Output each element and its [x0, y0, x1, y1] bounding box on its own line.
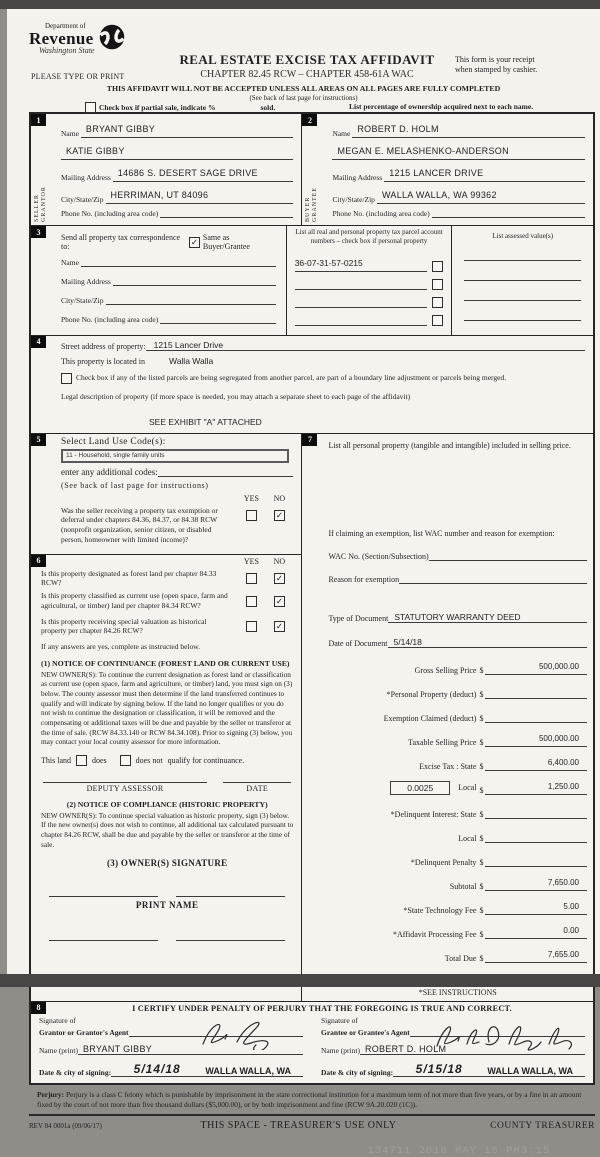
see-back-note: (See back of last page for instructions)	[249, 94, 358, 102]
section6-no-header: NO	[273, 556, 286, 566]
print-name-title: PRINT NAME	[135, 900, 199, 911]
corr-csz-field[interactable]	[106, 294, 276, 305]
grantee-date-value: 5/15/18	[415, 1061, 463, 1076]
total-due-label: Total Due	[444, 953, 477, 963]
owner-print-name-line-2[interactable]	[176, 932, 285, 941]
taxable-selling-price-field[interactable]	[485, 728, 587, 747]
section-5-land-use	[31, 434, 301, 555]
receipt-note	[455, 55, 590, 76]
grantor-city-value: WALLA WALLA, WA	[205, 1065, 291, 1076]
s6-q1-no-checkbox[interactable]: ✓	[275, 573, 283, 584]
deputy-date-line[interactable]: DATE	[223, 782, 291, 793]
wac-field[interactable]	[429, 550, 587, 561]
delinquent-interest-local-label: Local	[458, 833, 477, 843]
grantee-city-field[interactable]	[475, 1066, 585, 1077]
grantee-side-word: GRANTEE	[312, 187, 319, 222]
personal-property-deduct-label: *Personal Property (deduct)	[386, 689, 477, 699]
section-7-number: 7	[302, 434, 317, 446]
located-in-label: This property is located in	[61, 356, 145, 366]
parcel-3-field[interactable]	[295, 297, 428, 308]
perjury-text: Perjury is a class C felony which is punishable by imprisonment in the state correctional institution for a maximum term of not more than five years, or by a fine in an amount fixed by the court of not more than five thousand dollars ($5,000.00), or by both imprisonment and fine (RCW 9A.20.020 (1C)).	[37, 1089, 582, 1109]
parcel-4-field[interactable]	[295, 315, 428, 326]
exemption-claimed-label: Exemption Claimed (deduct)	[383, 713, 477, 723]
seller-name-field[interactable]	[81, 119, 294, 138]
section-8-number: 8	[31, 1002, 46, 1014]
dollar-sign: $	[479, 761, 484, 771]
seller-name-value: BRYANT GIBBY	[85, 124, 156, 134]
buyer-mailing-label: Mailing Address	[332, 173, 383, 182]
grantor-agent-label: Grantor or Grantor's Agent	[39, 1027, 129, 1037]
assessed-column-header: List assessed value(s)	[492, 232, 554, 240]
dollar-sign: $	[479, 737, 484, 747]
delinquent-interest-state-value	[579, 806, 587, 815]
dollar-sign: $	[479, 929, 484, 939]
logo-dept-of: Department of	[45, 22, 86, 30]
does-not-label: does not	[135, 755, 163, 765]
seller-name2-field[interactable]	[61, 141, 293, 160]
s6-q1-yes-checkbox[interactable]	[246, 573, 257, 584]
seller-csz-label: City/State/Zip	[61, 195, 104, 204]
reason-field[interactable]	[399, 573, 587, 584]
additional-codes-label: enter any additional codes:	[61, 466, 158, 477]
ownership-note: List percentage of ownership acquired next to each name.	[349, 102, 534, 111]
s6-q3-yes-checkbox[interactable]	[246, 621, 257, 632]
excise-tax-state-label: Excise Tax : State	[419, 761, 477, 771]
logo-wa-state: Washington State	[39, 46, 95, 55]
scan-edge-bottom	[0, 974, 600, 987]
owner-print-name-line-1[interactable]	[49, 932, 158, 941]
grantor-side-word: GRANTOR	[41, 186, 47, 222]
located-in-value: Walla Walla	[168, 355, 214, 366]
taxable-selling-price-label: Taxable Selling Price	[408, 737, 477, 747]
section-3-number: 3	[31, 226, 46, 238]
notice-compliance-title: (2) NOTICE OF COMPLIANCE (HISTORIC PROPERTY)	[66, 799, 268, 809]
parcel-1-field[interactable]	[295, 253, 428, 272]
buyer-grantee-side-label	[305, 131, 318, 222]
form-header	[7, 9, 600, 112]
see-instructions-note: *SEE INSTRUCTIONS	[418, 987, 497, 997]
seller-name-label: Name	[61, 129, 79, 138]
street-address-label: Street address of property:	[61, 341, 146, 351]
parcel-2-personal-checkbox[interactable]	[432, 279, 443, 290]
dor-logo	[29, 23, 127, 56]
section-7-tax	[302, 434, 593, 1001]
buyer-name2-field[interactable]	[332, 141, 585, 160]
please-type-or-print: PLEASE TYPE OR PRINT	[31, 72, 125, 81]
section5-yes-header: YES	[243, 493, 259, 503]
additional-codes-field[interactable]	[158, 466, 294, 477]
seller-grantor-side-label	[34, 131, 47, 222]
affidavit-processing-fee-field[interactable]	[485, 920, 587, 939]
seller-name2-value: KATIE GIBBY	[66, 146, 125, 156]
grantee-name-print-label: Name (print)	[321, 1045, 360, 1055]
form-title: REAL ESTATE EXCISE TAX AFFIDAVIT	[179, 52, 435, 67]
affidavit-page	[7, 9, 600, 1157]
personal-property-deduct-field[interactable]	[485, 680, 587, 699]
subtotal-label: Subtotal	[449, 881, 477, 891]
owner-signature-line-1[interactable]	[49, 888, 158, 897]
dor-swoosh-icon	[97, 23, 127, 56]
dollar-sign: $	[479, 713, 484, 723]
legal-description-value: SEE EXHIBIT "A" ATTACHED	[149, 416, 262, 427]
partial-sale-row	[85, 102, 275, 113]
parcel-3-personal-checkbox[interactable]	[432, 297, 443, 308]
affidavit-processing-fee-value: 0.00	[563, 925, 579, 935]
buyer-mailing-value: 1215 LANCER DRIVE	[389, 168, 484, 178]
this-land-label: This land	[41, 755, 71, 765]
parcel-1-value: 36-07-31-57-0215	[294, 257, 363, 268]
gross-selling-price-value: 500,000.00	[538, 661, 579, 671]
grantor-date-value: 5/14/18	[133, 1061, 181, 1076]
deputy-assessor-signature-line[interactable]: DEPUTY ASSESSOR	[43, 782, 207, 793]
treasurers-use-label: THIS SPACE - TREASURER'S USE ONLY	[200, 1119, 397, 1131]
excise-tax-local-value: 1,250.00	[547, 781, 579, 791]
logo-revenue: Revenue	[29, 29, 94, 48]
section-2-number: 2	[302, 114, 317, 126]
grantee-city-value: WALLA WALLA, WA	[487, 1065, 573, 1076]
legal-description-label: Legal description of property (if more space is needed, you may attach a separate sheet to each page of the affidavit)	[61, 391, 411, 401]
s6-q2-yes-checkbox[interactable]	[246, 596, 257, 607]
section-6-number: 6	[31, 555, 46, 567]
street-address-value: 1215 Lancer Drive	[153, 339, 224, 350]
seller-csz-value: HERRIMAN, UT 84096	[110, 190, 209, 200]
land-use-code-select[interactable]: 11 - Household, single family units	[61, 449, 289, 463]
buyer-name2-value: MEGAN E. MELASHENKO-ANDERSON	[337, 146, 509, 156]
corr-mailing-label: Mailing Address	[61, 277, 111, 286]
land-does-not-checkbox[interactable]	[120, 755, 131, 766]
total-due-value: 7,655.00	[547, 949, 579, 959]
does-label: does	[92, 755, 107, 765]
section6-yes-header: YES	[243, 556, 259, 566]
grantee-signature-block	[321, 1016, 585, 1077]
exemption-deferral-question: Was the seller receiving a property tax exemption or deferral under chapters 84.36, 84.37, or 84.38 RCW (nonprofit organization, senior citizen, or disabled person, homeowner with limited income)?	[61, 505, 218, 544]
segregated-label: Check box if any of the listed parcels are being segregated from another parcel, are part of a boundary line adjustment or parcels being merged.	[76, 372, 507, 382]
exemption-note: If claiming an exemption, list WAC number and reason for exemption:	[328, 528, 555, 538]
seller-side-word: SELLER	[34, 194, 40, 222]
dollar-sign: $	[479, 785, 484, 795]
parcel-1-personal-checkbox[interactable]	[432, 261, 443, 272]
exemption-claimed-value	[579, 710, 587, 719]
dollar-sign: $	[479, 689, 484, 699]
forest-land-question: Is this property designated as forest land per chapter 84.33 RCW?	[41, 568, 217, 588]
scan-edge-top	[0, 0, 600, 9]
delinquent-penalty-label: *Delinquent Penalty	[410, 857, 477, 867]
section-6-classification	[31, 555, 301, 948]
grantee-signature	[431, 1020, 581, 1052]
notice-compliance-body: NEW OWNER(S): To continue special valuation as historic property, sign (3) below. If the new owner(s) does not wish to continue, all additional tax calculated pursuant to chapter 84.26 RCW, shall be due and payable by the seller or transferor at the time of sale.	[41, 810, 294, 849]
correspondence-label: Send all property tax correspondence to:	[61, 233, 181, 251]
local-rate-box[interactable]: 0.0025	[390, 781, 450, 795]
seller-phone-label: Phone No. (including area code)	[61, 209, 159, 218]
dollar-sign: $	[479, 905, 484, 915]
if-yes-note: If any answers are yes, complete as instructed below.	[41, 642, 201, 651]
grantee-signature-of-label: Signature of	[321, 1015, 358, 1025]
county-treasurer-label: COUNTY TREASURER	[490, 1120, 596, 1131]
delinquent-interest-local-value	[579, 830, 587, 839]
buyer-csz-value: WALLA WALLA, WA 99362	[381, 190, 497, 200]
same-as-buyer-checkbox[interactable]: ✓	[190, 236, 198, 247]
gross-selling-price-label: Gross Selling Price	[414, 665, 477, 675]
parcel-numbers-column	[287, 226, 453, 335]
parcel-2-field[interactable]	[295, 279, 428, 290]
affidavit-processing-fee-label: *Affidavit Processing Fee	[393, 929, 477, 939]
seller-phone-field[interactable]	[160, 207, 293, 218]
seller-mailing-value: 14686 S. DESERT SAGE DRIVE	[117, 168, 258, 178]
section-8-certification	[31, 1001, 593, 1083]
grantor-signature-block	[39, 1016, 303, 1077]
excise-tax-local-label: Local	[458, 783, 477, 793]
seller-mailing-field[interactable]	[113, 163, 294, 182]
s5-q1-no-checkbox[interactable]: ✓	[275, 510, 283, 521]
corr-csz-label: City/State/Zip	[61, 296, 104, 305]
buyer-side-word: BUYER	[305, 196, 312, 222]
doc-type-field[interactable]	[388, 612, 587, 623]
section-5-number: 5	[31, 434, 46, 446]
buyer-csz-label: City/State/Zip	[332, 195, 375, 204]
grantee-date-city-label: Date & city of signing:	[321, 1067, 394, 1077]
gross-selling-price-field[interactable]	[485, 656, 587, 675]
section-3-correspondence	[31, 226, 287, 335]
seller-mailing-label: Mailing Address	[61, 173, 111, 182]
sold-label: sold.	[260, 103, 276, 112]
seller-csz-field[interactable]	[106, 185, 294, 204]
delinquent-interest-state-field[interactable]	[485, 800, 587, 819]
parcel-4-personal-checkbox[interactable]	[432, 315, 443, 326]
grantor-date-city-label: Date & city of signing:	[39, 1067, 112, 1077]
doc-date-field[interactable]	[388, 637, 587, 648]
dollar-sign: $	[479, 809, 484, 819]
receipt-note-line1: This form is your receipt	[455, 55, 535, 64]
assessed-4-field[interactable]	[464, 310, 581, 321]
personal-property-label: List all personal property (tangible and intangible) included in selling price.	[328, 440, 571, 450]
corr-phone-field[interactable]	[160, 313, 275, 324]
section-2-buyer	[302, 114, 593, 225]
tax-computation	[328, 656, 587, 963]
buyer-csz-field[interactable]	[377, 185, 585, 204]
grantor-signature-line[interactable]	[129, 1026, 303, 1037]
treasurer-date-stamp: 134711 2018 MAY 15 PM3:15	[367, 1144, 550, 1157]
segregated-checkbox[interactable]	[61, 373, 72, 384]
delinquent-penalty-field[interactable]	[485, 848, 587, 867]
historic-property-question: Is this property receiving special valuation as historical property per chapter 84.26 RCW?	[41, 616, 207, 636]
grantee-signature-line[interactable]	[410, 1026, 585, 1037]
section-4-property	[31, 336, 593, 434]
assessed-values-column	[452, 226, 593, 335]
s6-q3-no-checkbox[interactable]: ✓	[275, 621, 283, 632]
grantor-signature	[189, 1020, 299, 1050]
qualify-label: qualify for continuance.	[167, 755, 245, 765]
grantee-name-value: ROBERT D. HOLM	[364, 1043, 447, 1054]
completion-warning: THIS AFFIDAVIT WILL NOT BE ACCEPTED UNLESS ALL AREAS ON ALL PAGES ARE FULLY COMPLETED	[106, 84, 501, 93]
s5-q1-yes-checkbox[interactable]	[246, 510, 257, 521]
exemption-claimed-field[interactable]	[485, 704, 587, 723]
excise-tax-local-field[interactable]	[485, 776, 587, 795]
buyer-phone-field[interactable]	[432, 207, 585, 218]
section-4-number: 4	[31, 336, 46, 348]
section-1-seller	[31, 114, 302, 225]
corr-phone-label: Phone No. (including area code)	[61, 315, 159, 324]
excise-tax-state-value: 6,400.00	[547, 757, 579, 767]
buyer-name-label: Name	[332, 129, 351, 138]
delinquent-penalty-value	[579, 854, 587, 863]
assessed-2-field[interactable]	[464, 270, 581, 281]
doc-date-label: Date of Document	[328, 638, 388, 648]
perjury-note	[29, 1088, 595, 1116]
assessed-1-field[interactable]	[464, 250, 581, 261]
doc-date-value: 5/14/18	[393, 636, 422, 647]
section-1-number: 1	[31, 114, 46, 126]
notice-continuance-body: NEW OWNER(S): To continue the current designation as forest land or classification as current use (open space, farm and agriculture, or timber) land, you must sign on (3) below. The county assessor must then determine if the land transferred continues to qualify and will indicate by signing below. If the land no longer qualifies or you do not wish to continue the designation or classification, it will be removed and the compensating or additional taxes will be due and payable by the seller or transferor at the time of sale. (RCW 84.33.140 or RCW 84.34.108). Prior to signing (3) below, you may contact your local county assessor for more information.	[41, 669, 293, 747]
subtotal-value: 7,650.00	[547, 877, 579, 887]
dollar-sign: $	[479, 881, 484, 891]
subtotal-field[interactable]	[485, 872, 587, 891]
form-footer	[29, 1120, 595, 1131]
form-subtitle: CHAPTER 82.45 RCW – CHAPTER 458-61A WAC	[200, 69, 414, 80]
grantor-city-field[interactable]	[193, 1066, 303, 1077]
grantor-signature-of-label: Signature of	[39, 1015, 76, 1025]
total-due-field[interactable]	[485, 944, 587, 963]
section5-no-header: NO	[273, 493, 286, 503]
assessed-3-field[interactable]	[464, 290, 581, 301]
partial-sale-checkbox[interactable]	[85, 102, 96, 113]
buyer-name-field[interactable]	[352, 119, 585, 138]
grantor-date-field[interactable]	[111, 1062, 193, 1077]
grantee-agent-label: Grantee or Grantee's Agent	[321, 1027, 410, 1037]
state-tech-fee-label: *State Technology Fee	[403, 905, 477, 915]
certify-statement: I CERTIFY UNDER PENALTY OF PERJURY THAT THE FOREGOING IS TRUE AND CORRECT.	[132, 1003, 512, 1013]
doc-type-value: STATUTORY WARRANTY DEED	[394, 611, 521, 622]
personal-property-deduct-value	[579, 686, 587, 695]
corr-name-label: Name	[61, 258, 79, 267]
taxable-selling-price-value: 500,000.00	[538, 733, 579, 743]
affidavit-body	[29, 112, 595, 1085]
wac-label: WAC No. (Section/Subsection)	[328, 551, 429, 561]
dollar-sign: $	[479, 665, 484, 675]
corr-name-field[interactable]	[81, 256, 276, 267]
dollar-sign: $	[479, 857, 484, 867]
land-use-title: Select Land Use Code(s):	[61, 436, 166, 447]
current-use-question: Is this property classified as current use (open space, farm and agricultural, or timber) land per chapter 84.34 RCW?	[41, 591, 228, 610]
receipt-note-line2: when stamped by cashier.	[455, 65, 538, 75]
notice-continuance-title: (1) NOTICE OF CONTINUANCE (FOREST LAND OR CURRENT USE)	[41, 658, 290, 668]
grantor-name-print-label: Name (print)	[39, 1045, 78, 1055]
grantee-date-field[interactable]	[393, 1062, 475, 1077]
state-tech-fee-field[interactable]	[485, 896, 587, 915]
reason-label: Reason for exemption	[328, 574, 400, 584]
land-does-checkbox[interactable]	[76, 755, 87, 766]
parcel-column-header: List all real and personal property tax parcel account numbers – check box if personal property	[295, 228, 443, 245]
owners-signature-title: (3) OWNER(S) SIGNATURE	[106, 858, 228, 869]
corr-mailing-field[interactable]	[113, 275, 276, 286]
partial-sale-label: Check box if partial sale, indicate %	[99, 103, 216, 112]
delinquent-interest-state-label: *Delinquent Interest: State	[390, 809, 477, 819]
state-tech-fee-value: 5.00	[563, 901, 579, 911]
section5-see-back: (See back of last page for instructions)	[61, 480, 209, 490]
dollar-sign: $	[479, 833, 484, 843]
owner-signature-line-2[interactable]	[176, 888, 285, 897]
doc-type-label: Type of Document	[328, 613, 389, 623]
rev-number: REV 84 0001a (09/06/17)	[29, 1121, 102, 1130]
buyer-name-value: ROBERT D. HOLM	[357, 124, 439, 134]
grantor-name-value: BRYANT GIBBY	[82, 1043, 153, 1054]
s6-q2-no-checkbox[interactable]: ✓	[275, 595, 283, 606]
perjury-label: Perjury:	[37, 1089, 65, 1099]
dollar-sign: $	[479, 953, 484, 963]
buyer-phone-label: Phone No. (including area code)	[332, 209, 430, 218]
excise-tax-state-field[interactable]	[485, 752, 587, 771]
buyer-mailing-field[interactable]	[384, 163, 585, 182]
same-as-buyer-label: Same as Buyer/Grantee	[202, 233, 250, 251]
street-address-field[interactable]	[146, 340, 585, 351]
delinquent-interest-local-field[interactable]	[485, 824, 587, 843]
